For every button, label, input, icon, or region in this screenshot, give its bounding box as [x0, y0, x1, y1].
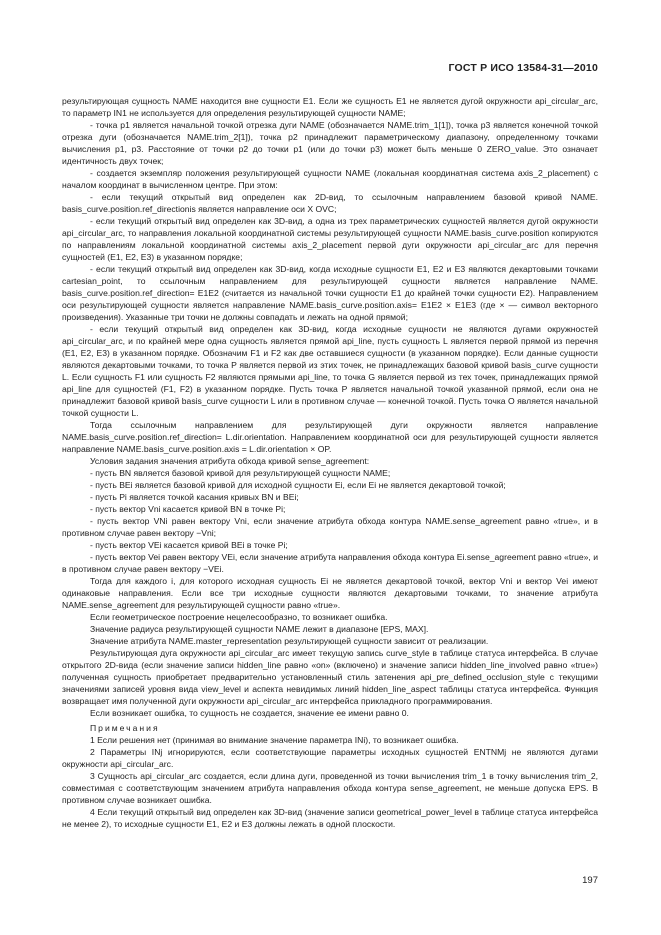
paragraph: Если геометрическое построение нецелесообразно, то возникает ошибка.	[90, 612, 388, 622]
paragraph: - точка p1 является начальной точкой отрезка дуги NAME (обозначается NAME.trim_1[1]), точка p3 является конечной точкой отрезка дуги (обозначается NAME.trim_2[1]), точка p2 принадлежит параметрическому диапазону, определенному точками вычисления p1, p3. Расстояние от точки p2 до точки p1 (или до точки p3) может быть меньше 0 ZERO_value. Это означает идентичность двух точек;	[62, 120, 598, 166]
paragraph: результирующая сущность NAME находится вне сущности E1. Если же сущность E1 не является дугой окружности api_circular_arc, то параметр IN1 не используется для определения результирующей сущности NAME;	[62, 96, 598, 118]
paragraph: Тогда для каждого i, для которого исходная сущность Ei не является декартовой точкой, вектор Vni и вектор Vei имеют одинаковые направления. Если все три исходные сущности являются декартовыми точками, то значение атрибута NAME.sense_agreement для результирующей сущности равно «true».	[62, 576, 598, 610]
paragraph: Тогда ссылочным направлением для результирующей дуги окружности является направление NAME.basis_curve.position.ref_direction= L.dir.orientation. Направлением координатной оси для результирующей сущности является направление NAME.basis_curve.position.axis = L.dir.orientation × OP.	[62, 420, 598, 454]
paragraph: - пусть вектор Vni касается кривой BN в точке Pi;	[90, 504, 286, 514]
paragraph: Значение атрибута NAME.master_representation результирующей сущности зависит от реализации.	[90, 636, 489, 646]
paragraph: - пусть BN является базовой кривой для результирующей сущности NAME;	[90, 468, 391, 478]
paragraph: - создается экземпляр положения результирующей сущности NAME (локальная координатная система axis_2_placement) с началом координат в вычисленном центре. При этом:	[62, 168, 598, 190]
paragraph: - пусть BEi является базовой кривой для исходной сущности Ei, если Ei не является декартовой точкой;	[90, 480, 506, 490]
note-item: 1 Если решения нет (принимая во внимание значение параметра INi), то возникает ошибка.	[90, 735, 459, 745]
paragraph: - если текущий открытый вид определен как 2D-вид, то ссылочным направлением базовой кривой NAME. basis_curve.position.ref_directionis является направление оси X OVC;	[62, 192, 598, 214]
paragraph: - пусть вектор VEi касается кривой BEi в точке Pi;	[90, 540, 288, 550]
paragraph: - пусть Pi является точкой касания кривых BN и BEi;	[90, 492, 299, 502]
paragraph: - если текущий открытый вид определен как 3D-вид, а одна из трех параметрических сущностей является дугой окружности api_circular_arc, то направления локальной координатной системы результирующей сущности NAME.basis_curve.position копируются по направлениям локальной координатной системы axis_2_placement первой дуги окружности api_circular_arc для перечня сущностей (E1, E2, E3) в указанном порядке;	[62, 216, 598, 262]
note-item: 2 Параметры INj игнорируются, если соответствующие параметры исходных сущностей ENTNMj не являются дугами окружности api_circular_arc.	[62, 747, 598, 769]
paragraph: Результирующая дуга окружности api_circular_arc имеет текущую запись curve_style в таблице статуса интерфейса. В случае открытого 2D-вида (если значение записи hidden_line равно «on» (включено) и значение записи hidden_line_involved равно «true») полученная сущность приобретает предварительно установленный стиль затенения api_pre_defined_occlusion_style с текущими значениями записей уровня вида view_level и аспекта невидимых линий hidden_line_aspect таблицы статуса интерфейса. Функция возвращает имя полученной дуги окружности api_circular_arc интерфейса прикладного программирования.	[62, 648, 598, 706]
paragraph: - пусть вектор VNi равен вектору Vni, если значение атрибута обхода контура NAME.sense_agreement равно «true», и в противном случае равен вектору −Vni;	[62, 516, 598, 538]
note-item: 3 Сущность api_circular_arc создается, если длина дуги, проведенной из точки вычисления trim_1 в точку вычисления trim_2, совместимая с соответствующим значением атрибута направления обхода контура sense_agreement, не меньше допуска EPS. В противном случае возникает ошибка.	[62, 771, 598, 805]
paragraph: - если текущий открытый вид определен как 3D-вид, когда исходные сущности не являются дугами окружностей api_circular_arc, и по крайней мере одна сущность является прямой api_line, пусть сущность L является первой прямой из перечня (E1, E2, E3) в указанном порядке. Обозначим F1 и F2 как две оставшиеся сущности (в указанном порядке). Если данные сущности являются декартовыми точками, то точка P является первой из этих точек, не принадлежащих базовой кривой basis_curve сущности L. Если сущность F1 или сущность F2 являются прямыми api_line, то точка G является первой из тех точек, принадлежащих прямой api_line для сущностей (F1, F2) в указанном порядке. Пусть точка P является начальной точкой указанной прямой, если она не принадлежит базовой кривой basis_curve сущности L или в противном случае — конечной точкой. Пусть точка O является начальной точкой сущности L.	[62, 324, 598, 418]
page-number: 197	[582, 875, 598, 886]
paragraph: Условия задания значения атрибута обхода кривой sense_agreement:	[90, 456, 370, 466]
note-item: 4 Если текущий открытый вид определен как 3D-вид (значение записи geometrical_power_level в таблице статуса интерфейса не менее 2), то исходные сущности E1, E2 и E3 должны лежать в одной плоскости.	[62, 807, 598, 829]
paragraph: Значение радиуса результирующей сущности NAME лежит в диапазоне [EPS, MAX].	[90, 624, 429, 634]
document-body	[62, 95, 598, 830]
paragraph: Если возникает ошибка, то сущность не создается, значение ее имени равно 0.	[90, 708, 409, 718]
standard-header: ГОСТ Р ИСО 13584-31—2010	[448, 62, 598, 74]
notes-title: Примечания	[90, 723, 160, 733]
paragraph: - пусть вектор Vei равен вектору VEi, если значение атрибута направления обхода контура Ei.sense_agreement равно «true», и в противном случае равен вектору −VEi.	[62, 552, 598, 574]
paragraph: - если текущий открытый вид определен как 3D-вид, когда исходные сущности E1, E2 и E3 являются декартовыми точками cartesian_point, то ссылочным направлением для результирующей сущности является направление NAME. basis_curve.position.ref_direction= E1E2 (считается из начальной точки сущности E1 до крайней точки сущности E2). Направлением оси результирующей сущности является направление NAME.basis_curve.position.axis= E1E2 × E1E3 (где × — символ векторного произведения). Указанные три точки не должны совпадать и лежать на одной прямой;	[62, 264, 598, 322]
